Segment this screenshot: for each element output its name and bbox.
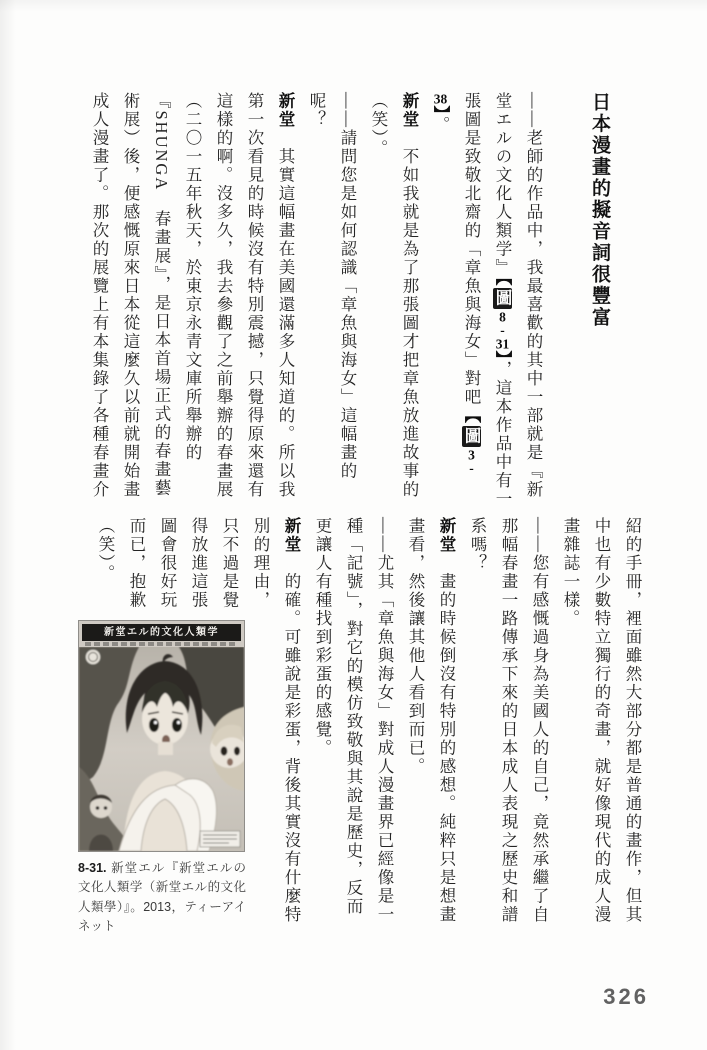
page-number: 326 [603, 984, 649, 1009]
figure-caption [78, 859, 246, 937]
text-run: 8 [499, 309, 506, 324]
text-run: 得放進這張 [189, 517, 208, 610]
text-column [405, 517, 423, 924]
text-run: 成人漫畫了。那次的展覽上有本集錄了各種春畫介 [90, 92, 109, 499]
text-run: 】 [431, 105, 450, 116]
text-run: 中也有少數特立獨行的奇畫，就好像現代的成人漫 [592, 517, 611, 924]
text-run: 別的理由， [251, 517, 270, 610]
figure-8-31 [78, 620, 245, 937]
text-column [306, 92, 324, 509]
text-run: 圖會很好玩 [158, 517, 177, 610]
text-run: 畫雜誌一樣。 [561, 517, 580, 628]
text-run: 種「記號」，對它的模仿致敬與其說是歷史，反而 [344, 517, 363, 916]
text-run: 張圖是致敬北齋的「章魚與海女」對吧 [462, 92, 481, 407]
text-run: 而已，抱歉 [127, 517, 146, 610]
text-column [213, 92, 231, 509]
text-run: 不如我就是為了那張圖才把章魚放進故事的 [400, 129, 419, 499]
text-column [281, 517, 299, 924]
text-column [399, 92, 417, 509]
text-run: 31 [495, 336, 510, 351]
text-column [374, 517, 392, 924]
figure-caption-text: 新堂エル『新堂エルの文化人類学（新堂エル的文化人類學）』。2013，ティーアイネット [78, 861, 246, 934]
text-run: 呢？ [307, 92, 326, 129]
text-run: 系嗎？ [468, 517, 487, 573]
text-run: 堂エルの文化人類学』 [493, 92, 512, 277]
text-column [244, 92, 262, 509]
text-column [337, 92, 355, 509]
text-column [436, 517, 454, 924]
text-column [560, 517, 578, 924]
text-run: 那幅春畫一路傳承下來的日本成人表現之歷史和譜 [499, 517, 518, 924]
text-run: - [469, 461, 474, 475]
text-column [591, 517, 609, 924]
text-run: 其實這幅畫在美國還滿多人知道的。所以我 [276, 129, 295, 499]
text-run: 】 [493, 350, 512, 361]
text-column [523, 92, 541, 509]
text-run: 只不過是覺 [220, 517, 239, 610]
text-column [529, 517, 547, 924]
text-run: 紹的手冊，裡面雖然大部分都是普通的畫作，但其 [623, 517, 642, 924]
text-columns-top [76, 92, 541, 509]
text-run: 【 [493, 277, 512, 288]
text-column [461, 92, 479, 509]
text-run: 3 [468, 447, 475, 461]
text-run: ——請問您是如何認識「章魚與海女」這幅畫的 [338, 92, 357, 481]
manga-cover-art [79, 647, 244, 851]
text-run: ——尤其「章魚與海女」對成人漫畫界已經像是一 [375, 517, 394, 924]
text-column [622, 517, 640, 924]
figure-banner-title: 新堂エル的文化人類学 [82, 624, 241, 641]
text-run: ——老師的作品中，我最喜歡的其中一部就是『新 [524, 92, 543, 499]
text-column [368, 92, 386, 509]
text-run: 新堂 [282, 517, 301, 554]
text-column [250, 517, 268, 924]
text-column [430, 92, 448, 509]
interview-section-top [76, 92, 613, 509]
text-run: 第一次看見的時候沒有特別震撼，只覺得原來還有 [245, 92, 264, 499]
text-run: 畫的時候倒沒有特別的感想。純粹只是想畫 [437, 554, 456, 924]
text-run: 的確。可雖說是彩蛋，背後其實沒有什麼特 [282, 554, 301, 924]
text-column [467, 517, 485, 924]
figure-reference-badge: 圖 [493, 289, 512, 308]
text-column [120, 92, 138, 509]
text-run: 畫看，然後讓其他人看到而已。 [406, 517, 425, 776]
figure-caption-label: 8-31. [78, 861, 107, 875]
text-run: 新堂 [276, 92, 295, 129]
text-run: 術展）後，便感慨原來日本從這麼久以前就開始畫 [121, 92, 140, 499]
text-run: 更讓人有種找到彩蛋的感覺。 [313, 517, 332, 758]
text-column [498, 517, 516, 924]
text-column [151, 92, 169, 509]
text-column [89, 92, 107, 509]
text-column [312, 517, 330, 924]
text-run: - [500, 323, 505, 337]
text-run: 這樣的啊。沒多久，我去參觀了之前舉辦的春畫展 [214, 92, 233, 499]
text-column [182, 92, 200, 509]
text-column [343, 517, 361, 924]
text-run: 新堂 [400, 92, 419, 129]
text-run: （二〇一五年秋天，於東京永青文庫所舉辦的 [183, 92, 202, 462]
text-column [275, 92, 293, 509]
text-run: （笑）。 [369, 92, 388, 158]
figure-cover-image [78, 620, 245, 852]
text-run: 【 [462, 406, 481, 425]
figure-reference-badge: 圖 [462, 427, 481, 446]
text-run: 38 [433, 92, 448, 106]
page-title: 日本漫畫的擬音詞很豐富 [589, 92, 610, 329]
figure-banner-subtitle-strip [85, 642, 238, 646]
text-run: 『SHUNGA 春畫展』，是日本首場正式的春畫藝 [152, 92, 171, 498]
text-run: 新堂 [437, 517, 456, 554]
text-run: ，這本作品中有一 [493, 360, 512, 509]
text-run: 。 [431, 115, 450, 135]
text-column [492, 92, 510, 509]
text-run: （笑）。 [96, 517, 115, 583]
text-run: ——您有感慨過身為美國人的自己，竟然承繼了自 [530, 517, 549, 924]
